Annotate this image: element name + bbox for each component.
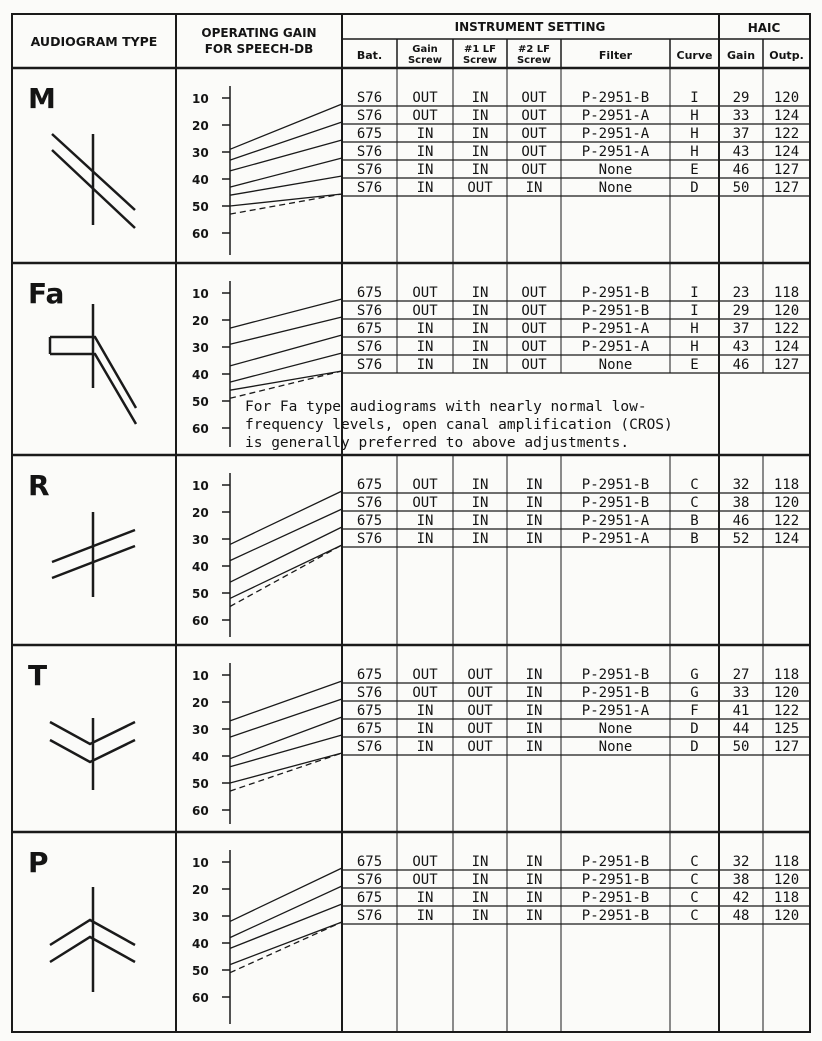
table-cell: 675: [356, 721, 383, 737]
audiogram-type-label: T: [28, 659, 48, 692]
table-cell: C: [690, 495, 699, 511]
gain-scale-label: 30: [192, 723, 209, 737]
col-header-gain: Gain: [726, 49, 756, 62]
table-cell: IN: [471, 339, 489, 355]
table-cell: S76: [356, 90, 383, 106]
gain-scale-label: 10: [192, 92, 209, 106]
table-row: [230, 495, 810, 561]
table-cell: IN: [471, 531, 489, 547]
table-cell: S76: [356, 162, 383, 178]
audiogram-type-header: AUDIOGRAM TYPE: [30, 34, 158, 49]
table-cell: IN: [471, 285, 489, 301]
col-header-lf1_screw-line2: Screw: [462, 55, 498, 66]
table-cell: B: [690, 531, 699, 547]
table-cell: OUT: [521, 108, 547, 124]
gain-connector: [230, 176, 342, 195]
table-cell: OUT: [521, 303, 547, 319]
gain-scale-label: 20: [192, 883, 209, 897]
gain-connector: [230, 158, 342, 187]
table-cell: IN: [471, 144, 489, 160]
table-cell: 120: [773, 303, 800, 319]
table-cell: S76: [356, 531, 383, 547]
table-cell: IN: [471, 126, 489, 142]
table-cell: 124: [773, 339, 800, 355]
table-cell: S76: [356, 685, 383, 701]
table-cell: OUT: [521, 90, 547, 106]
col-header-bat: Bat.: [356, 49, 383, 62]
table-cell: OUT: [412, 667, 438, 683]
table-cell: OUT: [467, 703, 493, 719]
table-cell: 120: [773, 685, 800, 701]
table-cell: C: [690, 854, 699, 870]
table-row: [230, 285, 810, 328]
table-cell: 46: [732, 162, 750, 178]
table-cell: S76: [356, 908, 383, 924]
gain-connector: [230, 681, 342, 721]
table-cell: 675: [356, 854, 383, 870]
table-cell: 37: [732, 126, 750, 142]
table-cell: 29: [732, 303, 750, 319]
table-cell: IN: [525, 854, 543, 870]
col-header-gain_screw-line1: Gain: [412, 44, 438, 55]
table-row: [230, 531, 810, 598]
table-cell: 46: [732, 513, 750, 529]
table-cell: IN: [525, 667, 543, 683]
table-cell: 42: [732, 890, 750, 906]
gain-scale-label: 60: [192, 227, 209, 241]
table-row: [230, 872, 810, 938]
table-cell: H: [690, 339, 699, 355]
gain-connector: [230, 735, 342, 767]
table-cell: IN: [416, 908, 434, 924]
table-cell: 29: [732, 90, 750, 106]
section-t: [12, 645, 810, 832]
gain-connector: [230, 194, 342, 206]
gain-scale-label: 50: [192, 777, 209, 791]
table-cell: 122: [773, 513, 800, 529]
table-cell: IN: [471, 108, 489, 124]
table-cell: IN: [471, 854, 489, 870]
reserve-connector: [230, 753, 342, 791]
table-cell: P-2951-B: [581, 854, 650, 870]
table-cell: IN: [471, 357, 489, 373]
gain-connector: [230, 922, 342, 965]
table-cell: E: [690, 162, 699, 178]
table-cell: IN: [471, 477, 489, 493]
table-cell: IN: [471, 90, 489, 106]
table-cell: IN: [525, 872, 543, 888]
gain-scale-label: 30: [192, 533, 209, 547]
table-cell: 50: [732, 739, 750, 755]
col-header-filter: Filter: [598, 49, 633, 62]
table-cell: 118: [773, 477, 800, 493]
gain-connector: [230, 353, 342, 382]
table-cell: IN: [525, 908, 543, 924]
col-header-lf2_screw-line2: Screw: [516, 55, 552, 66]
table-cell: OUT: [521, 162, 547, 178]
table-cell: 127: [773, 162, 800, 178]
table-cell: None: [598, 180, 633, 196]
table-cell: 127: [773, 180, 800, 196]
table-cell: 27: [732, 667, 750, 683]
audiogram-type-label: M: [28, 82, 56, 115]
operating-gain-header-line2: FOR SPEECH-DB: [204, 42, 314, 56]
table-cell: 118: [773, 285, 800, 301]
section-fa: [12, 263, 810, 455]
table-cell: IN: [471, 872, 489, 888]
table-cell: OUT: [412, 872, 438, 888]
table-cell: P-2951-A: [581, 321, 650, 337]
table-cell: OUT: [467, 180, 493, 196]
gain-scale-label: 40: [192, 560, 209, 574]
gain-scale-label: 40: [192, 937, 209, 951]
table-cell: OUT: [412, 685, 438, 701]
table-cell: P-2951-B: [581, 890, 650, 906]
table-row: [230, 357, 810, 390]
table-cell: IN: [416, 321, 434, 337]
table-cell: C: [690, 477, 699, 493]
audiogram-sections: [12, 68, 810, 1032]
table-cell: 675: [356, 890, 383, 906]
col-header-curve: Curve: [676, 49, 713, 62]
table-cell: IN: [525, 685, 543, 701]
table-cell: 120: [773, 872, 800, 888]
table-cell: 120: [773, 495, 800, 511]
table-cell: IN: [525, 180, 543, 196]
table-cell: IN: [416, 513, 434, 529]
gain-connector: [230, 140, 342, 171]
gain-scale-label: 60: [192, 422, 209, 436]
table-cell: F: [690, 703, 699, 719]
table-cell: D: [690, 180, 699, 196]
gain-connector: [230, 868, 342, 921]
table-cell: D: [690, 739, 699, 755]
table-cell: OUT: [467, 721, 493, 737]
table-cell: IN: [525, 703, 543, 719]
table-cell: 48: [732, 908, 750, 924]
table-cell: B: [690, 513, 699, 529]
table-cell: S76: [356, 180, 383, 196]
table-cell: IN: [416, 721, 434, 737]
table-cell: 124: [773, 108, 800, 124]
col-header-outp: Outp.: [769, 49, 804, 62]
col-header-lf2_screw-line1: #2 LF: [517, 44, 551, 55]
table-header: [31, 20, 804, 68]
table-cell: 122: [773, 321, 800, 337]
gain-connector: [230, 371, 342, 390]
table-cell: H: [690, 144, 699, 160]
table-cell: S76: [356, 739, 383, 755]
table-cell: OUT: [412, 854, 438, 870]
table-cell: 32: [732, 854, 750, 870]
table-cell: 43: [732, 339, 750, 355]
table-row: [230, 667, 810, 721]
table-cell: OUT: [412, 90, 438, 106]
gain-scale-label: 30: [192, 341, 209, 355]
table-cell: 675: [356, 126, 383, 142]
table-cell: P-2951-B: [581, 685, 650, 701]
table-row: [230, 162, 810, 195]
table-cell: 46: [732, 357, 750, 373]
gain-scale-label: 20: [192, 119, 209, 133]
table-cell: 125: [773, 721, 800, 737]
section-p: [12, 832, 810, 1032]
gain-scale-label: 30: [192, 910, 209, 924]
table-cell: OUT: [412, 495, 438, 511]
table-cell: None: [598, 357, 633, 373]
gain-scale-label: 50: [192, 964, 209, 978]
gain-connector: [230, 299, 342, 328]
table-cell: 675: [356, 321, 383, 337]
gain-connector: [230, 122, 342, 160]
gain-scale-label: 40: [192, 368, 209, 382]
table-cell: P-2951-B: [581, 477, 650, 493]
table-cell: IN: [471, 162, 489, 178]
gain-scale-label: 20: [192, 314, 209, 328]
gain-scale-label: 20: [192, 696, 209, 710]
gain-scale-label: 10: [192, 669, 209, 683]
table-cell: 37: [732, 321, 750, 337]
table-cell: 38: [732, 495, 750, 511]
table-cell: IN: [525, 495, 543, 511]
table-cell: 127: [773, 739, 800, 755]
table-row: [230, 890, 810, 948]
table-cell: 675: [356, 285, 383, 301]
table-cell: 675: [356, 513, 383, 529]
table-cell: None: [598, 721, 633, 737]
table-cell: OUT: [412, 285, 438, 301]
table-cell: P-2951-B: [581, 667, 650, 683]
col-header-gain_screw-line2: Screw: [407, 55, 443, 66]
gain-scale-label: 50: [192, 587, 209, 601]
section-note-line: frequency levels, open canal amplification (CROS): [245, 417, 673, 433]
table-cell: C: [690, 908, 699, 924]
audiogram-type-label: R: [28, 469, 50, 502]
table-cell: 38: [732, 872, 750, 888]
table-cell: IN: [525, 477, 543, 493]
section-note-line: is generally preferred to above adjustments.: [245, 435, 630, 451]
gain-connector: [230, 699, 342, 737]
gain-scale-label: 50: [192, 200, 209, 214]
table-cell: 32: [732, 477, 750, 493]
audiogram-type-label: P: [28, 846, 49, 879]
table-cell: IN: [471, 495, 489, 511]
table-cell: OUT: [467, 739, 493, 755]
table-cell: OUT: [412, 477, 438, 493]
table-cell: IN: [471, 321, 489, 337]
gain-scale-label: 30: [192, 146, 209, 160]
table-cell: 124: [773, 144, 800, 160]
table-cell: C: [690, 872, 699, 888]
table-cell: P-2951-A: [581, 513, 650, 529]
table-cell: IN: [416, 890, 434, 906]
table-cell: 675: [356, 477, 383, 493]
table-cell: 118: [773, 854, 800, 870]
table-cell: OUT: [412, 303, 438, 319]
gain-connector: [230, 717, 342, 759]
table-cell: P-2951-B: [581, 285, 650, 301]
table-cell: S76: [356, 872, 383, 888]
table-cell: OUT: [521, 144, 547, 160]
operating-gain-header-line1: OPERATING GAIN: [201, 26, 317, 40]
gain-connector: [230, 753, 342, 783]
table-row: [230, 108, 810, 160]
table-cell: IN: [471, 513, 489, 529]
gain-scale-label: 50: [192, 395, 209, 409]
table-cell: OUT: [521, 285, 547, 301]
table-cell: P-2951-A: [581, 339, 650, 355]
gain-scale-label: 10: [192, 856, 209, 870]
table-cell: I: [690, 90, 699, 106]
table-cell: IN: [416, 703, 434, 719]
table-cell: P-2951-A: [581, 108, 650, 124]
table-cell: 120: [773, 908, 800, 924]
table-cell: IN: [471, 890, 489, 906]
table-cell: IN: [525, 721, 543, 737]
table-cell: S76: [356, 144, 383, 160]
section-r: [12, 455, 810, 645]
table-cell: S76: [356, 303, 383, 319]
table-cell: P-2951-A: [581, 144, 650, 160]
table-cell: E: [690, 357, 699, 373]
table-cell: OUT: [521, 339, 547, 355]
gain-scale-label: 20: [192, 506, 209, 520]
table-cell: 44: [732, 721, 750, 737]
table-cell: S76: [356, 108, 383, 124]
table-cell: I: [690, 285, 699, 301]
table-cell: OUT: [467, 667, 493, 683]
table-cell: 122: [773, 126, 800, 142]
table-cell: IN: [416, 357, 434, 373]
table-cell: 122: [773, 703, 800, 719]
section-note-line: For Fa type audiograms with nearly normal low-: [245, 399, 647, 415]
reserve-connector: [230, 371, 342, 398]
table-cell: C: [690, 890, 699, 906]
section-m: [28, 68, 810, 263]
table-cell: I: [690, 303, 699, 319]
table-cell: D: [690, 721, 699, 737]
table-cell: OUT: [521, 126, 547, 142]
table-cell: 120: [773, 90, 800, 106]
instrument-setting-header: INSTRUMENT SETTING: [454, 20, 606, 34]
table-row: [230, 703, 810, 759]
table-cell: S76: [356, 339, 383, 355]
table-cell: G: [690, 667, 699, 683]
table-cell: 50: [732, 180, 750, 196]
audiogram-type-label: Fa: [28, 277, 65, 310]
table-cell: H: [690, 321, 699, 337]
table-cell: 124: [773, 531, 800, 547]
table-row: [230, 303, 810, 344]
table-cell: 23: [732, 285, 750, 301]
table-cell: OUT: [412, 108, 438, 124]
table-cell: 52: [732, 531, 750, 547]
table-cell: 118: [773, 667, 800, 683]
gain-scale-label: 40: [192, 173, 209, 187]
table-cell: 43: [732, 144, 750, 160]
gain-scale-label: 60: [192, 804, 209, 818]
table-cell: P-2951-B: [581, 495, 650, 511]
table-cell: S76: [356, 357, 383, 373]
gain-scale-label: 10: [192, 479, 209, 493]
table-cell: 675: [356, 703, 383, 719]
table-cell: G: [690, 685, 699, 701]
table-cell: P-2951-B: [581, 908, 650, 924]
gain-scale-label: 60: [192, 991, 209, 1005]
table-cell: IN: [416, 739, 434, 755]
table-cell: IN: [471, 303, 489, 319]
table-cell: OUT: [467, 685, 493, 701]
table-cell: 675: [356, 667, 383, 683]
table-cell: None: [598, 162, 633, 178]
table-cell: 41: [732, 703, 750, 719]
table-row: [230, 685, 810, 737]
table-cell: None: [598, 739, 633, 755]
table-cell: P-2951-B: [581, 90, 650, 106]
table-cell: IN: [416, 339, 434, 355]
table-cell: H: [690, 126, 699, 142]
table-row: [230, 180, 810, 206]
table-row: [230, 908, 810, 965]
table-cell: P-2951-B: [581, 303, 650, 319]
table-cell: 127: [773, 357, 800, 373]
table-cell: IN: [416, 126, 434, 142]
table-cell: P-2951-A: [581, 703, 650, 719]
table-cell: IN: [416, 162, 434, 178]
table-cell: IN: [525, 890, 543, 906]
table-cell: IN: [416, 531, 434, 547]
table-cell: IN: [416, 180, 434, 196]
gain-connector: [230, 491, 342, 544]
gain-connector: [230, 904, 342, 948]
table-cell: 33: [732, 685, 750, 701]
table-cell: IN: [471, 908, 489, 924]
gain-scale-label: 10: [192, 287, 209, 301]
table-cell: H: [690, 108, 699, 124]
table-cell: 33: [732, 108, 750, 124]
table-cell: P-2951-A: [581, 531, 650, 547]
col-header-lf1_screw-line1: #1 LF: [463, 44, 497, 55]
table-cell: IN: [525, 739, 543, 755]
gain-scale-label: 40: [192, 750, 209, 764]
table-cell: IN: [525, 513, 543, 529]
table-cell: IN: [525, 531, 543, 547]
gain-connector: [230, 104, 342, 149]
table-cell: OUT: [521, 321, 547, 337]
table-cell: 118: [773, 890, 800, 906]
table-cell: OUT: [521, 357, 547, 373]
table-cell: P-2951-A: [581, 126, 650, 142]
table-cell: IN: [416, 144, 434, 160]
haic-header: HAIC: [747, 21, 781, 35]
table-cell: P-2951-B: [581, 872, 650, 888]
table-row: [230, 90, 810, 149]
gain-scale-label: 60: [192, 614, 209, 628]
table-cell: S76: [356, 495, 383, 511]
